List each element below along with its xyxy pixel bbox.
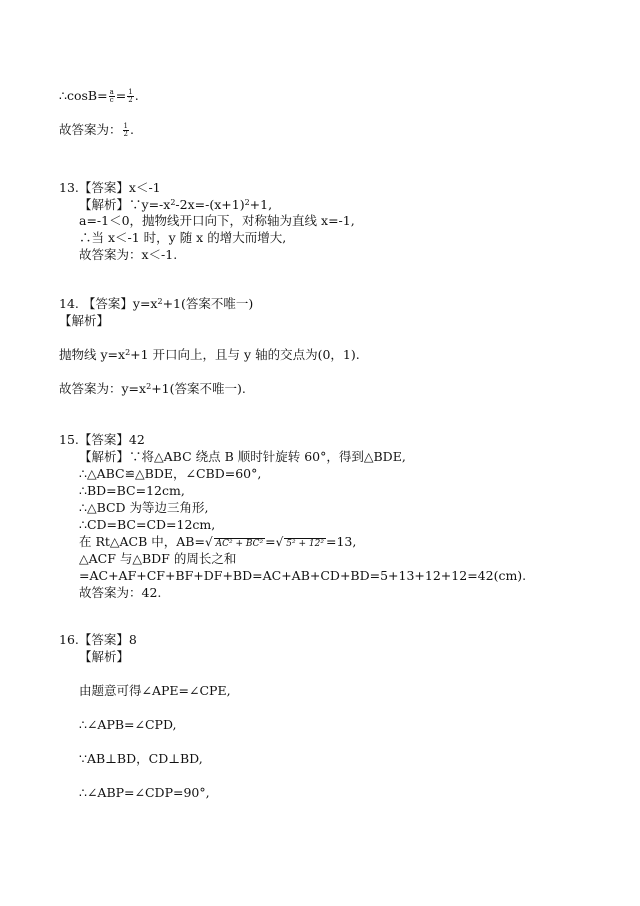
q15-line7: △ACF 与△BDF 的周长之和 xyxy=(79,551,237,566)
frac-num: a xyxy=(109,88,114,96)
q13-line4: 故答案为：x＜-1. xyxy=(79,247,178,262)
radicand: AC² + BC² xyxy=(215,539,264,549)
text: +1(答案不唯一) xyxy=(162,296,254,311)
q15-line4: ∴△BCD 为等边三角形, xyxy=(79,500,209,515)
question-number: 16. xyxy=(59,632,79,647)
answer-value: x＜-1 xyxy=(128,180,161,195)
text: ∵将△ABC 绕点 B 顺时针旋转 60°，得到△BDE, xyxy=(129,449,406,464)
cos-end: . xyxy=(134,88,139,103)
q16-answer-line xyxy=(59,632,137,648)
fraction-one-half xyxy=(123,123,129,138)
text: 在 Rt△ACB 中，AB= xyxy=(79,534,205,549)
q15-line9: 故答案为：42. xyxy=(79,585,162,600)
text: +1(答案不唯一). xyxy=(151,381,246,396)
frac-num: 1 xyxy=(123,122,128,130)
q16-analysis-tag: 【解析】 xyxy=(79,649,130,664)
cos-prefix: ∴cosB= xyxy=(59,88,108,103)
fraction-a-over-c xyxy=(109,89,115,104)
q15-line6 xyxy=(79,534,356,550)
frac-den: c xyxy=(109,96,114,104)
q13-line3: ∴当 x＜-1 时，y 随 x 的增大而增大, xyxy=(79,230,287,245)
frac-den: 2 xyxy=(128,96,133,104)
q15-analysis-line xyxy=(79,449,406,465)
q15-line8: =AC+AF+CF+BF+DF+BD=AC+AB+CD+BD=5+13+12+12=42(cm). xyxy=(79,568,527,583)
answer-end: . xyxy=(129,122,134,137)
q14-line2 xyxy=(59,381,246,397)
fraction-one-half xyxy=(127,89,133,104)
text: -2x=-(x+1) xyxy=(175,197,245,212)
answer-tag: 【答案】 xyxy=(78,632,129,647)
radicand: 5² + 12² xyxy=(286,539,324,549)
q14-answer-line xyxy=(59,296,253,312)
text: =13, xyxy=(325,534,357,549)
q16-line1: 由题意可得∠APE=∠CPE, xyxy=(79,683,231,698)
question-number: 13. xyxy=(59,180,79,195)
text: 故答案为：y=x xyxy=(59,381,147,396)
answer-prefix: 故答案为： xyxy=(59,122,122,137)
frac-num: 1 xyxy=(128,88,133,96)
question-number: 15. xyxy=(59,432,79,447)
q14-analysis-tag: 【解析】 xyxy=(59,313,110,328)
superscript: 2 xyxy=(146,382,152,391)
frac-den: 2 xyxy=(123,130,128,138)
text: = xyxy=(265,534,276,549)
q14-line1 xyxy=(59,347,360,363)
q13-analysis-line xyxy=(79,197,272,213)
answer-tag: 【答案】 xyxy=(78,180,129,195)
q13-line2: a=-1＜0，抛物线开口向下，对称轴为直线 x=-1, xyxy=(79,213,355,228)
text: +1 开口向上，且与 y 轴的交点为(0，1). xyxy=(130,347,360,362)
text: 抛物线 y=x xyxy=(59,347,126,362)
answer-tag: 【答案】 xyxy=(82,296,133,311)
cos-b-line xyxy=(59,88,139,104)
q13-answer-line xyxy=(59,180,161,196)
answer-value: 8 xyxy=(128,632,137,647)
q15-answer-line xyxy=(59,432,145,448)
q16-line4: ∴∠ABP=∠CDP=90°, xyxy=(79,785,210,800)
q15-line2: ∴△ABC≌△BDE，∠CBD=60°, xyxy=(79,466,262,481)
cos-eq: = xyxy=(115,88,127,103)
q15-line3: ∴BD=BC=12cm, xyxy=(79,483,185,498)
superscript: 2 xyxy=(244,198,250,207)
q16-line3: ∵AB⊥BD，CD⊥BD, xyxy=(79,751,203,766)
analysis-tag: 【解析】 xyxy=(79,449,130,464)
analysis-tag: 【解析】 xyxy=(79,197,130,212)
text: +1, xyxy=(249,197,273,212)
q15-line5: ∴CD=BC=CD=12cm, xyxy=(79,517,216,532)
answer-tag: 【答案】 xyxy=(78,432,129,447)
text: ∵y=-x xyxy=(129,197,171,212)
radical-sign: √ xyxy=(275,535,284,549)
superscript: 2 xyxy=(125,348,131,357)
intro-answer-line xyxy=(59,122,134,138)
text: y=x xyxy=(132,296,158,311)
answer-value: 42 xyxy=(128,432,145,447)
superscript: 2 xyxy=(157,297,163,306)
radical-sign: √ xyxy=(204,535,213,549)
superscript: 2 xyxy=(170,198,176,207)
q16-line2: ∴∠APB=∠CPD, xyxy=(79,717,177,732)
question-number: 14. xyxy=(59,296,79,311)
